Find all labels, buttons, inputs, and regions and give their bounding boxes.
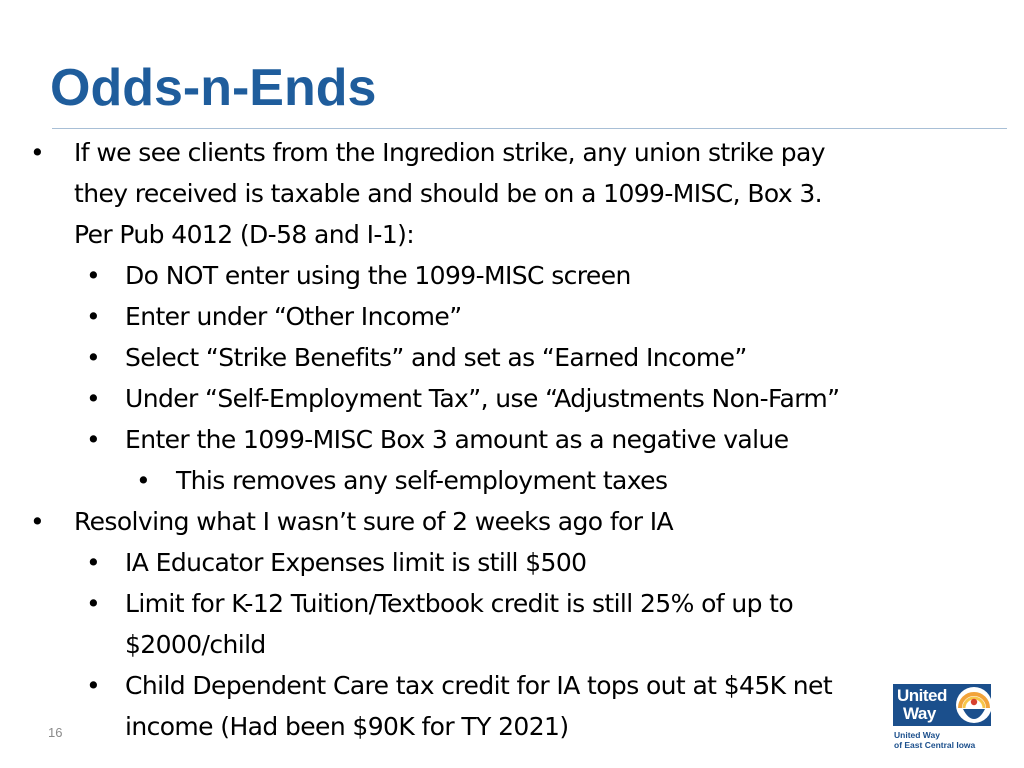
bullet-text-line: Select “Strike Benefits” and set as “Earned Income” [125, 343, 747, 372]
bullet-text-line: $2000/child [125, 630, 266, 659]
bullet-text-line: Child Dependent Care tax credit for IA tops out at $45K net [125, 671, 833, 700]
bullet-text-line: Resolving what I wasn’t sure of 2 weeks ago for IA [74, 507, 674, 536]
bullet-icon: • [86, 671, 101, 700]
logo-caption-line1: United Way [894, 730, 940, 740]
logo-caption [894, 730, 975, 750]
bullet-text-line: income (Had been $90K for TY 2021) [125, 712, 569, 741]
bullet-text-line: If we see clients from the Ingredion strike, any union strike pay [74, 138, 825, 167]
hand-rainbow-icon [955, 686, 993, 724]
bullet-icon: • [86, 384, 101, 413]
bullet-list [0, 132, 1024, 747]
bullet-text-line: Do NOT enter using the 1099-MISC screen [125, 261, 631, 290]
bullet-text-line: Under “Self-Employment Tax”, use “Adjustments Non-Farm” [125, 384, 840, 413]
slide-title: Odds-n-Ends [50, 59, 377, 117]
bullet-icon: • [86, 589, 101, 618]
bullet-text-line: IA Educator Expenses limit is still $500 [125, 548, 587, 577]
bullet-icon: • [30, 507, 45, 536]
logo-box [893, 684, 991, 726]
bullet-item-level-2 [0, 378, 1024, 419]
bullet-icon: • [86, 261, 101, 290]
page-number: 16 [48, 725, 63, 740]
bullet-item-level-1 [0, 501, 1024, 542]
logo-caption-line2: of East Central Iowa [894, 740, 976, 750]
bullet-item-level-3 [0, 460, 1024, 501]
logo-word-united: United [897, 686, 947, 705]
bullet-icon: • [86, 425, 101, 454]
bullet-item-level-2 [0, 296, 1024, 337]
title-divider [52, 128, 1007, 129]
bullet-item-level-1 [0, 132, 1024, 255]
bullet-item-level-2 [0, 665, 1024, 747]
bullet-icon: • [30, 138, 45, 167]
bullet-item-level-2 [0, 255, 1024, 296]
bullet-icon: • [86, 302, 101, 331]
bullet-item-level-2 [0, 419, 1024, 460]
bullet-text-line: Limit for K-12 Tuition/Textbook credit is still 25% of up to [125, 589, 794, 618]
bullet-text-line: they received is taxable and should be on a 1099-MISC, Box 3. [74, 179, 823, 208]
logo-word-way: Way [903, 704, 936, 723]
bullet-icon: • [86, 548, 101, 577]
bullet-text-line: This removes any self-employment taxes [176, 466, 668, 495]
bullet-icon: • [136, 466, 151, 495]
bullet-text-line: Enter under “Other Income” [125, 302, 462, 331]
bullet-item-level-2 [0, 583, 1024, 665]
bullet-text-line: Enter the 1099-MISC Box 3 amount as a negative value [125, 425, 789, 454]
united-way-logo [893, 684, 1003, 764]
bullet-item-level-2 [0, 337, 1024, 378]
bullet-text-line: Per Pub 4012 (D-58 and I-1): [74, 220, 415, 249]
bullet-icon: • [86, 343, 101, 372]
bullet-item-level-2 [0, 542, 1024, 583]
